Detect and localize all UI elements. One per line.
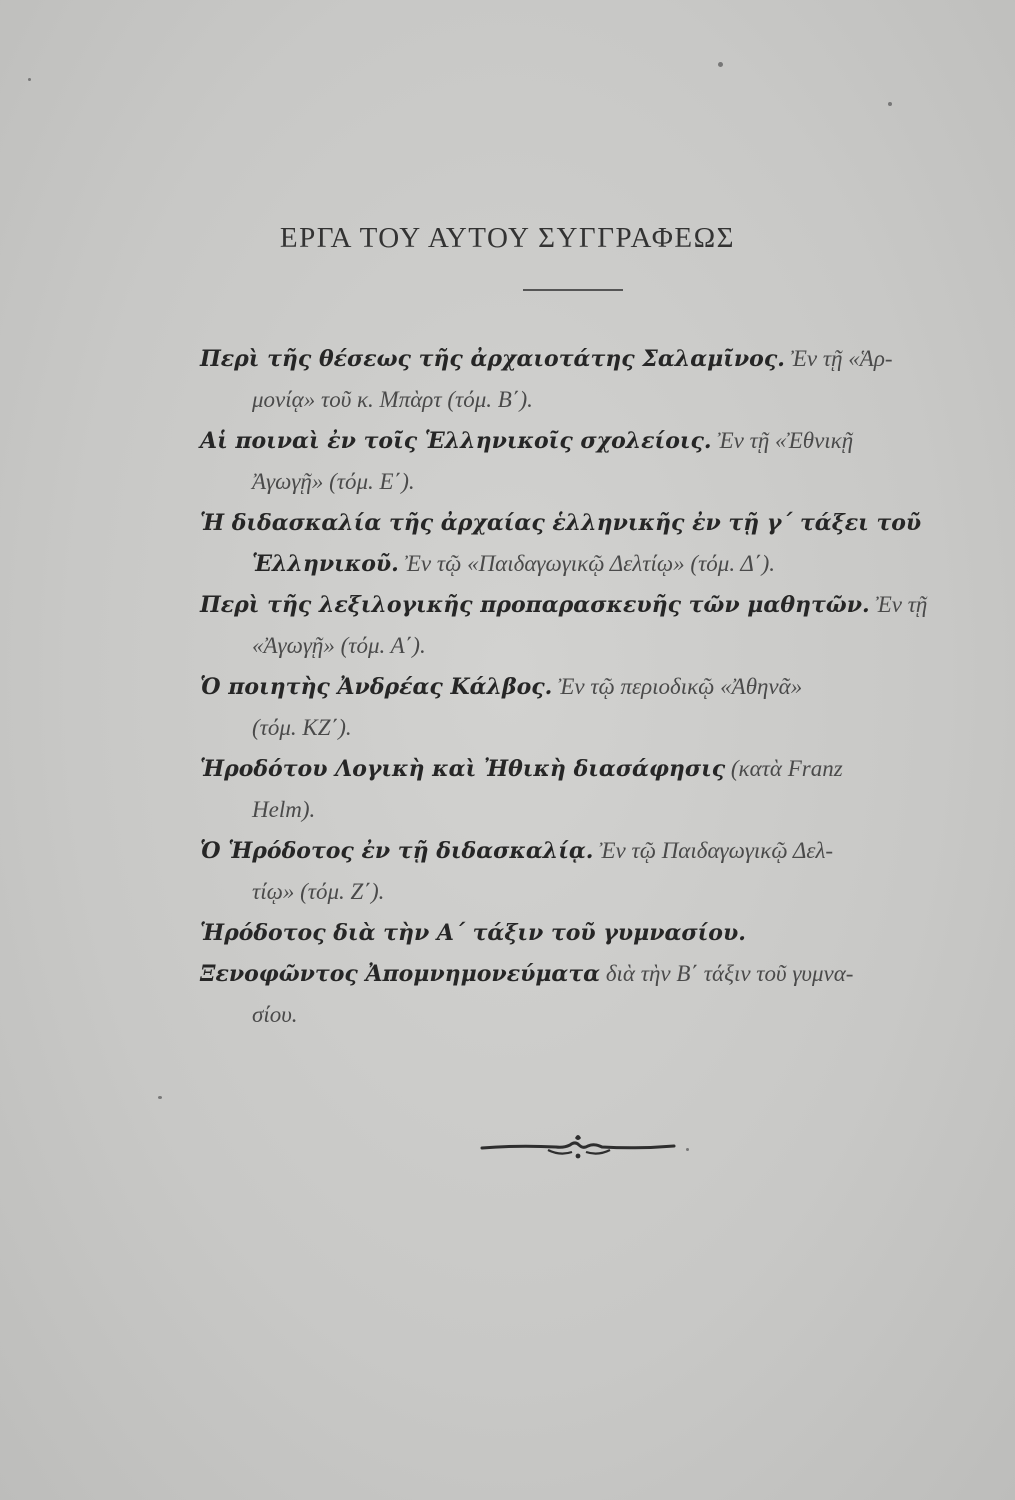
work-entry	[200, 830, 960, 912]
work-entry	[200, 953, 960, 1035]
work-entry-line	[200, 379, 960, 420]
publication-note: σίου.	[252, 1002, 298, 1027]
publication-note: (τόμ. ΚΖ΄).	[252, 715, 352, 740]
publication-note: Ἐν τῷ περιοδικῷ «Ἀθηνᾶ»	[552, 674, 803, 699]
paper-speck	[158, 1096, 162, 1099]
work-entry-line	[200, 789, 960, 830]
publication-note: μονίᾳ» τοῦ κ. Μπὰρτ (τόμ. Β΄).	[252, 387, 533, 412]
publication-note: Ἐν τῇ «Ἐθνικῇ	[711, 428, 854, 453]
work-entry	[200, 748, 960, 830]
paper-speck	[888, 102, 892, 106]
work-entry-line	[200, 953, 960, 994]
publication-note: Ἐν τῷ Παιδαγωγικῷ Δελ-	[593, 838, 834, 863]
work-entry	[200, 420, 960, 502]
work-entry	[200, 502, 960, 584]
publication-note: Ἐν τῷ «Παιδαγωγικῷ Δελτίῳ» (τόμ. Δ΄).	[398, 551, 775, 576]
work-title: Ἡ διδασκαλία τῆς ἀρχαίας ἑλληνικῆς ἐν τῇ γ΄ τάξει τοῦ	[200, 510, 922, 536]
work-entry-line	[200, 994, 960, 1035]
publication-note: Ἐν τῇ «Ἁρ-	[784, 346, 893, 371]
work-entry-line	[200, 420, 960, 461]
work-entry	[200, 666, 960, 748]
paper-speck	[718, 62, 723, 67]
work-entry-line	[200, 502, 960, 543]
work-title: Ἑλληνικοῦ.	[252, 551, 399, 577]
work-title: Ἡροδότου Λογικὴ καὶ Ἠθικὴ διασάφησις	[200, 756, 726, 782]
works-list	[200, 338, 960, 1035]
heading-divider	[523, 289, 623, 291]
work-entry-line	[200, 707, 960, 748]
publication-note: διὰ τὴν Β΄ τάξιν τοῦ γυμνα-	[600, 961, 854, 986]
work-title: Ἡρόδοτος διὰ τὴν Α΄ τάξιν τοῦ γυμνασίου.	[200, 920, 746, 946]
publication-note: «Ἀγωγῇ» (τόμ. Α΄).	[252, 633, 426, 658]
work-entry-line	[200, 666, 960, 707]
publication-note: Ἀγωγῇ» (τόμ. Ε΄).	[252, 469, 415, 494]
work-entry-line	[200, 748, 960, 789]
work-title: Ὁ ποιητὴς Ἀνδρέας Κάλβος.	[200, 674, 553, 700]
work-entry-line	[200, 912, 960, 953]
work-entry	[200, 584, 960, 666]
work-title: Ξενοφῶντος Ἀπομνημονεύματα	[200, 961, 601, 987]
tailpiece-ornament-icon	[478, 1128, 678, 1168]
work-entry-line	[200, 830, 960, 871]
work-title: Αἱ ποιναὶ ἐν τοῖς Ἑλληνικοῖς σχολείοις.	[200, 428, 712, 454]
work-title: Ὁ Ἡρόδοτος ἐν τῇ διδασκαλίᾳ.	[200, 838, 594, 864]
publication-note: Helm).	[252, 797, 316, 822]
paper-speck	[28, 78, 31, 81]
work-entry	[200, 338, 960, 420]
publication-note: (κατὰ Franz	[725, 756, 843, 781]
publication-note: Ἐν τῇ	[869, 592, 928, 617]
page-heading: ΕΡΓΑ ΤΟΥ ΑΥΤΟΥ ΣΥΓΓΡΑΦΕΩΣ	[279, 222, 736, 254]
work-title: Περὶ τῆς λεξιλογικῆς προπαρασκευῆς τῶν μαθητῶν.	[200, 592, 870, 618]
paper-speck	[686, 1148, 689, 1151]
work-entry-line	[200, 461, 960, 502]
work-entry-line	[200, 871, 960, 912]
work-title: Περὶ τῆς θέσεως τῆς ἀρχαιοτάτης Σαλαμῖνος.	[200, 346, 785, 372]
work-entry-line	[200, 543, 960, 584]
work-entry-line	[200, 338, 960, 379]
work-entry-line	[200, 584, 960, 625]
publication-note: τίῳ» (τόμ. Ζ΄).	[252, 879, 385, 904]
work-entry-line	[200, 625, 960, 666]
work-entry	[200, 912, 960, 953]
